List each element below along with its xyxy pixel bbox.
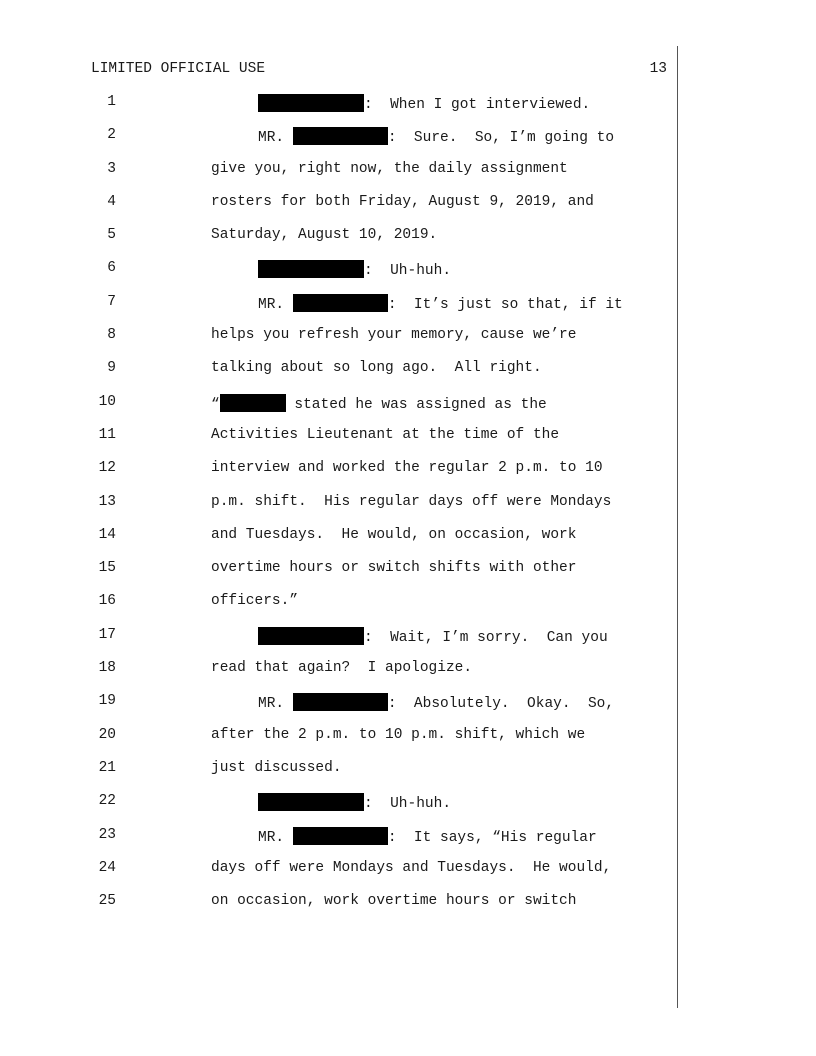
transcript-line [0,94,676,127]
line-number: 8 [107,327,116,344]
redaction-block [293,693,388,711]
line-text: talking about so long ago. All right. [211,360,542,377]
line-number: 7 [107,293,116,310]
transcript-line [0,527,676,560]
line-text [258,827,597,846]
line-text: on occasion, work overtime hours or switch [211,893,577,910]
transcript-line [0,427,676,460]
line-number: 11 [98,426,116,443]
transcript-line [0,593,676,626]
line-text: officers.” [211,593,299,610]
transcript-line [0,660,676,693]
line-text [258,127,614,146]
transcript-line [0,560,676,593]
line-content: : Sure. So, I’m going to [387,130,615,147]
line-number: 24 [98,859,116,876]
page-number: 13 [649,61,667,77]
speaker-prefix: MR. [258,829,293,846]
speaker-prefix: MR. [258,130,293,147]
line-number: 5 [107,227,116,244]
margin-rule [677,46,678,1008]
transcript-body [0,94,676,926]
line-number: 4 [107,193,116,210]
line-content: : It says, “His regular [387,829,597,846]
line-number: 20 [98,726,116,743]
line-text [258,294,623,313]
transcript-line [0,860,676,893]
redaction-block [293,294,388,312]
line-content: : Wait, I’m sorry. Can you [364,629,608,646]
line-text: helps you refresh your memory, cause we’re [211,327,577,344]
redaction-block [258,627,364,645]
line-text: Activities Lieutenant at the time of the [211,426,560,443]
line-number: 6 [107,260,116,277]
line-number: 17 [98,626,116,643]
line-text: p.m. shift. His regular days off were Mondays [211,493,612,510]
transcript-line [0,327,676,360]
line-text: days off were Mondays and Tuesdays. He would, [211,859,612,876]
transcript-line [0,693,676,726]
line-number: 25 [98,893,116,910]
line-text: Saturday, August 10, 2019. [211,227,438,244]
redaction-block [293,827,388,845]
transcript-line [0,394,676,427]
line-text [258,94,590,113]
line-number: 21 [98,759,116,776]
redaction-block [258,260,364,278]
transcript-line [0,727,676,760]
transcript-line [0,827,676,860]
line-number: 1 [107,94,116,110]
line-text: just discussed. [211,759,342,776]
line-text: read that again? I apologize. [211,660,473,677]
line-number: 3 [107,160,116,177]
line-text: interview and worked the regular 2 p.m. to 10 [211,460,603,477]
line-number: 13 [98,493,116,510]
line-number: 9 [107,360,116,377]
line-content: : When I got interviewed. [364,97,591,113]
line-number: 18 [98,660,116,677]
redaction-block [220,394,286,412]
transcript-line [0,760,676,793]
transcript-line [0,893,676,926]
transcript-line [0,260,676,293]
line-text [258,793,451,812]
line-text: rosters for both Friday, August 9, 2019, and [211,193,594,210]
line-number: 16 [98,593,116,610]
transcript-line [0,294,676,327]
speaker-prefix: MR. [258,296,293,313]
line-text: give you, right now, the daily assignment [211,160,568,177]
transcript-line [0,127,676,160]
line-number: 22 [98,793,116,810]
transcript-line [0,793,676,826]
open-quote: “ [211,396,220,413]
redaction-block [258,94,364,112]
line-number: 15 [98,560,116,577]
line-number: 23 [98,826,116,843]
line-number: 14 [98,526,116,543]
redaction-block [258,793,364,811]
line-number: 10 [98,393,116,410]
line-content: stated he was assigned as the [285,396,547,413]
line-text [258,693,614,712]
line-text: and Tuesdays. He would, on occasion, work [211,526,577,543]
transcript-line [0,460,676,493]
header-classification: LIMITED OFFICIAL USE [91,61,266,77]
line-text [211,394,547,413]
line-content: : Uh-huh. [364,796,452,813]
line-text [258,627,608,646]
line-text [258,260,451,279]
line-content: : Absolutely. Okay. So, [387,696,615,713]
line-text: after the 2 p.m. to 10 p.m. shift, which we [211,726,586,743]
line-content: : It’s just so that, if it [387,296,623,313]
transcript-line [0,194,676,227]
line-number: 2 [107,127,116,144]
line-content: : Uh-huh. [364,263,452,280]
transcript-line [0,360,676,393]
redaction-block [293,127,388,145]
transcript-line [0,161,676,194]
line-number: 19 [98,693,116,710]
transcript-line [0,627,676,660]
line-text: overtime hours or switch shifts with other [211,560,577,577]
transcript-line [0,494,676,527]
line-number: 12 [98,460,116,477]
transcript-line [0,227,676,260]
speaker-prefix: MR. [258,696,293,713]
